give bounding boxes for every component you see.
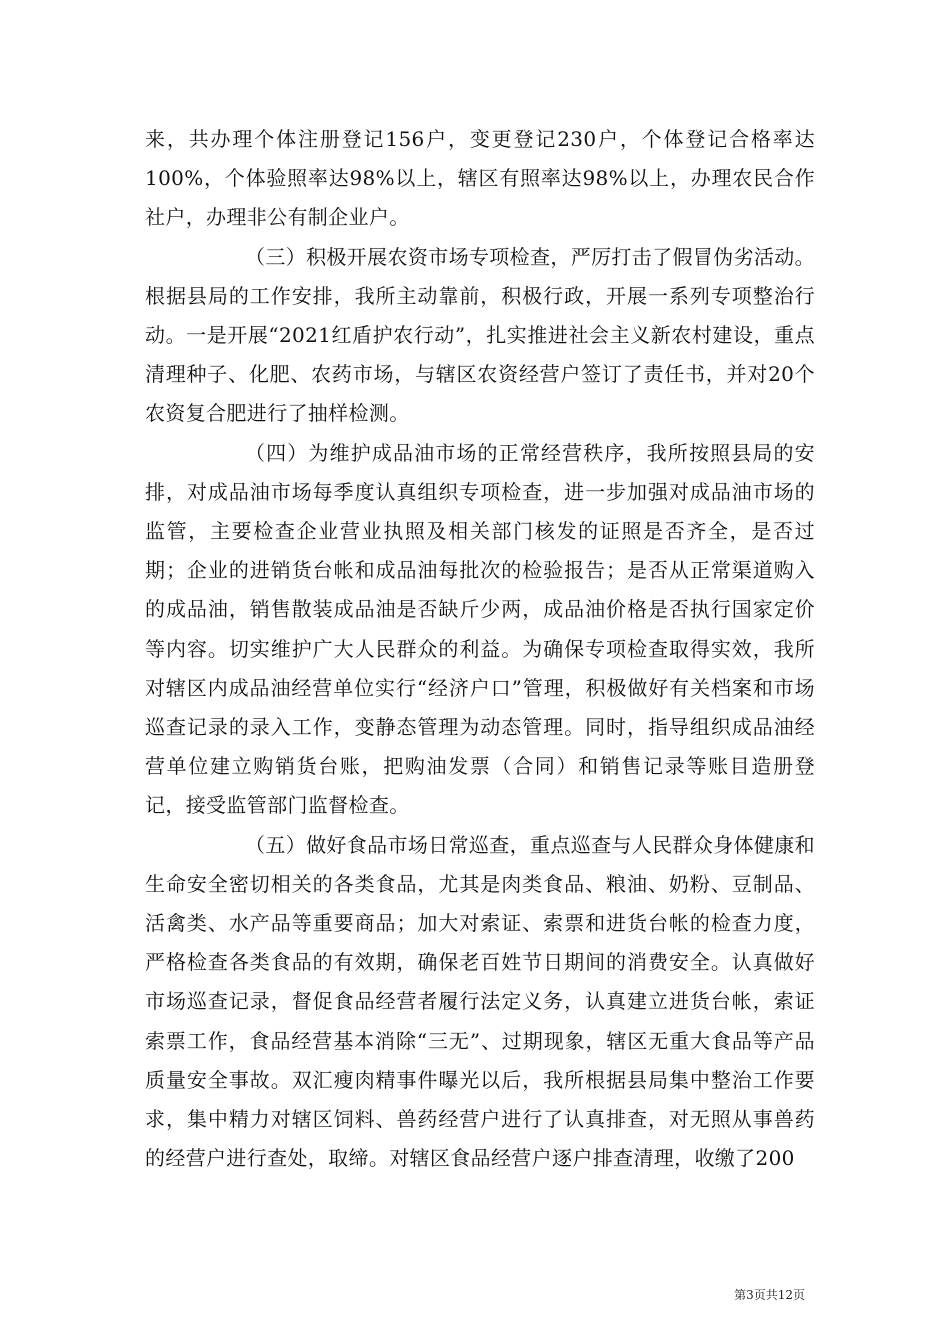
paragraph-fuel-market: （四）为维护成品油市场的正常经营秩序，我所按照县局的安排，对成品油市场每季度认真组织专项检查，进一步加强对成品油市场的监管，主要检查企业营业执照及相关部门核发的证照是否齐全，是否过期；企业的进销货台帐和成品油每批次的检验报告；是否从正常渠道购入的成品油，销售散装成品油是否缺斤少两，成品油价格是否执行国家定价等内容。切实维护广大人民群众的利益。为确保专项检查取得实效，我所对辖区内成品油经营单位实行“经济户口”管理，积极做好有关档案和市场巡查记录的录入工作，变静态管理为动态管理。同时，指导组织成品油经营单位建立购销货台账，把购油发票（合同）和销售记录等账目造册登记，接受监管部门监督检查。 <box>145 440 815 818</box>
page-number-footer: 第3页共12页 <box>734 1288 805 1302</box>
paragraph-registration-stats: 来，共办理个体注册登记156户，变更登记230户，个体登记合格率达100%，个体验照率达98%以上，辖区有照率达98%以上，办理农民合作社户，办理非公有制企业户。 <box>145 127 815 230</box>
paragraph-agri-inspection: （三）积极开展农资市场专项检查，严厉打击了假冒伪劣活动。根据县局的工作安排，我所主动靠前，积极行政，开展一系列专项整治行动。一是开展“2021红盾护农行动”，扎实推进社会主义新农村建设，重点清理种子、化肥、农药市场，与辖区农资经营户签订了责任书，并对20个农资复合肥进行了抽样检测。 <box>145 244 815 426</box>
paragraph-food-market: （五）做好食品市场日常巡查，重点巡查与人民群众身体健康和生命安全密切相关的各类食品，尤其是肉类食品、粮油、奶粉、豆制品、活禽类、水产品等重要商品；加大对索证、索票和进货台帐的检查力度，严格检查各类食品的有效期，确保老百姓节日期间的消费安全。认真做好市场巡查记录，督促食品经营者履行法定义务，认真建立进货台帐，索证索票工作，食品经营基本消除“三无”、过期现象，辖区无重大食品等产品质量安全事故。双汇瘦肉精事件曝光以后，我所根据县局集中整治工作要求，集中精力对辖区饲料、兽药经营户进行了认真排查，对无照从事兽药的经营户进行查处，取缔。对辖区食品经营户逐户排查清理，收缴了200 <box>145 832 815 1171</box>
body-text <box>145 120 815 1178</box>
